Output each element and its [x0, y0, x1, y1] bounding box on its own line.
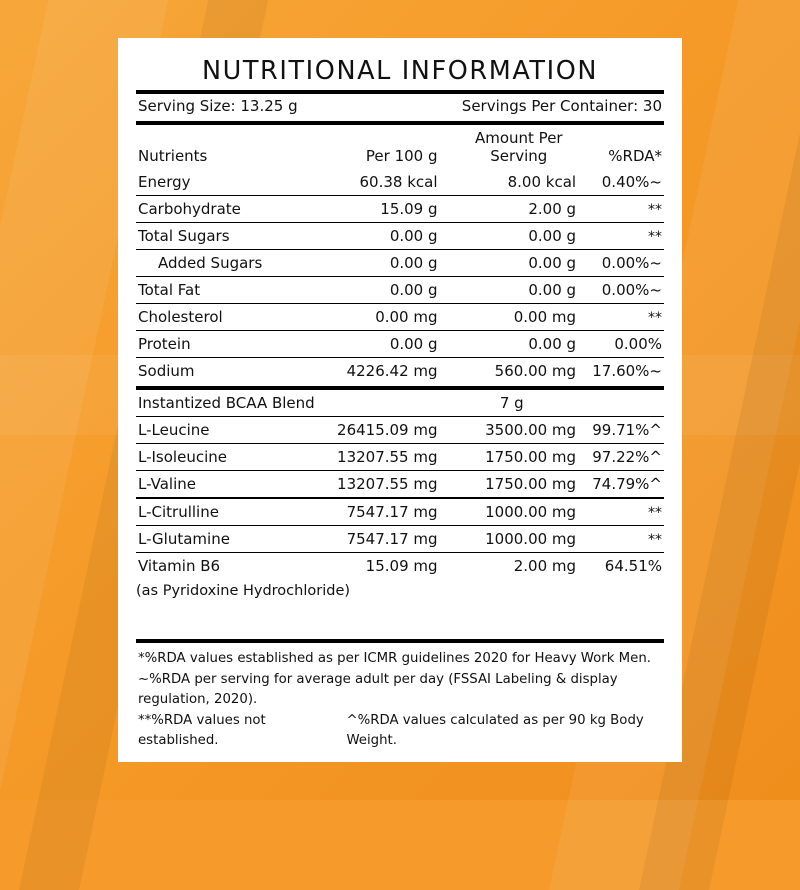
table-row [136, 358, 664, 385]
nutrient-per-serving: 2.00 g [448, 196, 591, 223]
nutrient-name: L-Valine [138, 475, 196, 493]
blend-name: Instantized BCAA Blend [136, 390, 326, 417]
table-row [136, 331, 664, 358]
nutrient-per-serving: 1750.00 mg [485, 475, 577, 493]
nutrient-rda: ** [590, 304, 664, 331]
nutrition-facts-panel [118, 38, 682, 762]
table-row [136, 526, 664, 553]
table-row [136, 250, 664, 277]
nutrient-per-100g: 13207.55 mg [326, 444, 447, 471]
nutrient-rda: ** [590, 196, 664, 223]
header-nutrients: Nutrients [138, 147, 208, 165]
table-header [136, 125, 664, 169]
nutrient-per-100g: 0.00 g [326, 277, 447, 304]
footnote-rda-icmr: *%RDA values established as per ICMR guidelines 2020 for Heavy Work Men. [138, 650, 651, 666]
nutrient-rda: 0.00% [590, 331, 664, 358]
table-row [136, 417, 664, 444]
footnote-not-established: **%RDA values not established. [138, 712, 266, 749]
nutrient-per-serving: 2.00 mg [513, 557, 577, 575]
nutrient-name: Vitamin B6 [138, 557, 221, 575]
header-amount-per-serving: Amount Per Serving [474, 129, 563, 165]
nutrient-per-100g: 13207.55 mg [337, 475, 438, 493]
nutrient-per-serving: 1000.00 mg [448, 499, 591, 526]
nutrient-per-100g: 0.00 g [326, 250, 447, 277]
nutrient-per-100g: 60.38 kcal [326, 169, 447, 196]
nutrient-rda: 64.51% [604, 557, 662, 575]
nutrient-per-100g: 15.09 mg [365, 557, 438, 575]
nutrient-per-100g: 0.00 g [326, 223, 447, 250]
nutrient-per-serving: 0.00 g [448, 331, 591, 358]
nutrient-rda: 0.00%~ [590, 250, 664, 277]
page-title: NUTRITIONAL INFORMATION [201, 56, 599, 86]
table-body [136, 169, 664, 384]
header-per-100g: Per 100 g [365, 147, 438, 165]
nutrient-per-100g: 0.00 g [326, 331, 447, 358]
nutrient-name: L-Citrulline [136, 499, 326, 526]
nutrition-table [136, 125, 664, 384]
nutrient-rda: 0.40%~ [590, 169, 664, 196]
table-row [136, 304, 664, 331]
nutrient-per-100g: 15.09 g [326, 196, 447, 223]
nutrient-name: Added Sugars [136, 250, 326, 277]
nutrient-rda: 97.22%^ [590, 444, 664, 471]
nutrient-rda: 17.60%~ [592, 362, 662, 380]
blend-amount: 7 g [448, 390, 591, 417]
nutrient-name: Sodium [138, 362, 195, 380]
extras-body [136, 499, 664, 603]
nutrient-per-100g: 0.00 mg [326, 304, 447, 331]
nutrient-rda: 0.00%~ [590, 277, 664, 304]
servings-per-container: Servings Per Container: 30 [461, 97, 662, 115]
nutrient-per-serving: 0.00 mg [448, 304, 591, 331]
nutrient-name: Cholesterol [136, 304, 326, 331]
table-row [136, 169, 664, 196]
nutrient-rda: ** [590, 526, 664, 553]
table-row [136, 223, 664, 250]
nutrient-rda: ** [590, 499, 664, 526]
bcaa-blend-table [136, 390, 664, 497]
footnote-body-weight: ^%RDA values calculated as per 90 kg Body Weight. [346, 712, 644, 749]
footnotes [136, 643, 664, 752]
nutrient-per-serving: 8.00 kcal [448, 169, 591, 196]
table-row [136, 444, 664, 471]
blend-header-row [136, 390, 664, 417]
nutrient-name: L-Isoleucine [136, 444, 326, 471]
nutrient-per-100g: 7547.17 mg [326, 526, 447, 553]
nutrient-rda: ** [590, 223, 664, 250]
footnote-rda-serving: ~%RDA per serving for average adult per day (FSSAI Labeling & display regulation, 2020). [138, 671, 618, 708]
nutrient-per-serving: 1750.00 mg [448, 444, 591, 471]
table-row [136, 579, 664, 603]
table-row [136, 553, 664, 580]
nutrient-per-100g: 7547.17 mg [326, 499, 447, 526]
vitamin-b6-subnote: (as Pyridoxine Hydrochloride) [136, 583, 351, 599]
nutrient-name: Total Sugars [136, 223, 326, 250]
footnote-row [138, 711, 662, 752]
nutrient-rda: 74.79%^ [592, 475, 662, 493]
table-row [136, 499, 664, 526]
nutrient-name: L-Leucine [136, 417, 326, 444]
nutrient-name: L-Glutamine [136, 526, 326, 553]
blend-per-100g [326, 390, 447, 417]
nutrient-per-serving: 0.00 g [448, 223, 591, 250]
table-row [136, 277, 664, 304]
serving-size: Serving Size: 13.25 g [138, 97, 298, 115]
nutrient-per-serving: 560.00 mg [494, 362, 577, 380]
nutrient-per-100g: 4226.42 mg [346, 362, 438, 380]
table-row [136, 471, 664, 498]
nutrient-per-serving: 3500.00 mg [448, 417, 591, 444]
nutrient-name: Protein [136, 331, 326, 358]
extras-table [136, 499, 664, 603]
nutrient-rda: 99.71%^ [590, 417, 664, 444]
serving-info [136, 94, 664, 119]
table-header-row [136, 125, 664, 169]
header-rda: %RDA* [608, 147, 662, 165]
table-row [136, 196, 664, 223]
nutrient-name: Energy [136, 169, 326, 196]
nutrient-per-serving: 0.00 g [448, 277, 591, 304]
nutrient-per-100g: 26415.09 mg [326, 417, 447, 444]
spacer [136, 603, 664, 637]
nutrient-per-serving: 1000.00 mg [448, 526, 591, 553]
blend-rda [590, 390, 664, 417]
nutrient-name: Carbohydrate [136, 196, 326, 223]
bcaa-blend-body [136, 390, 664, 497]
nutrient-name: Total Fat [136, 277, 326, 304]
nutrient-per-serving: 0.00 g [448, 250, 591, 277]
